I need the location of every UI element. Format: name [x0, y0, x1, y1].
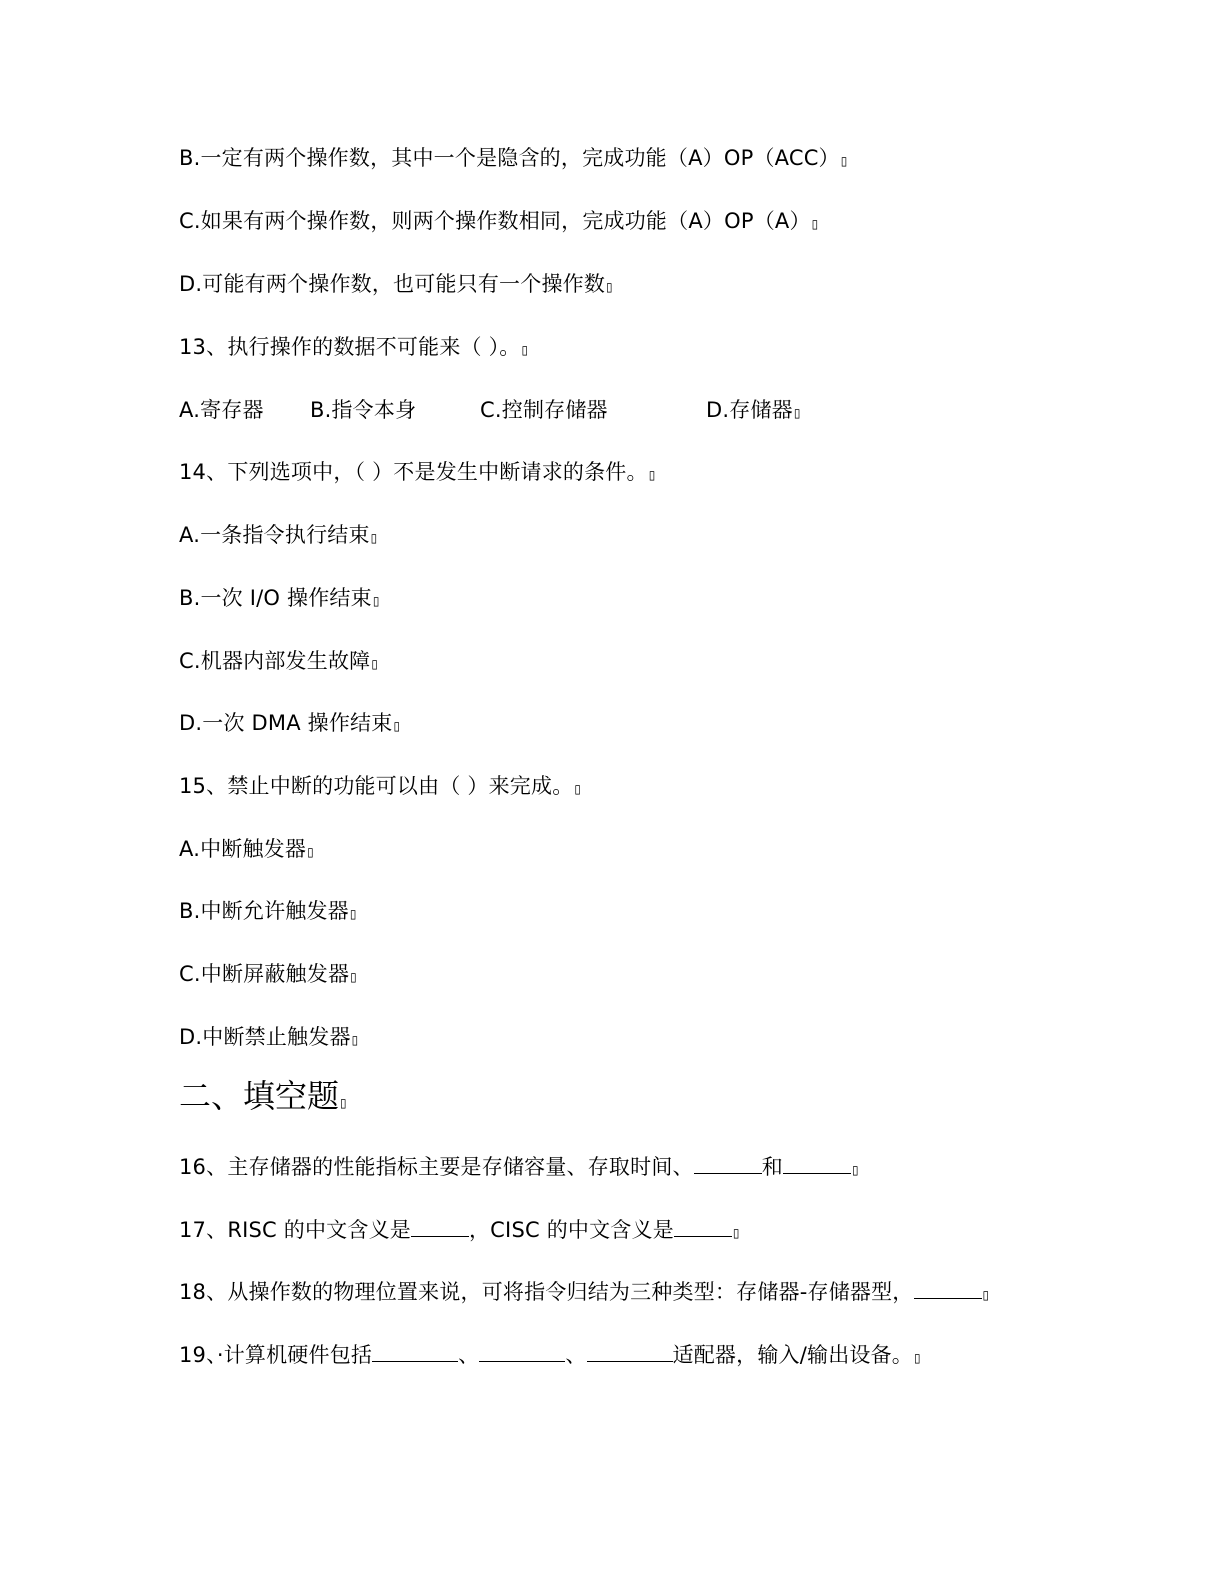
q12-option-b-text: B.一定有两个操作数，其中一个是隐含的，完成功能（A）OP（ACC）	[179, 146, 840, 170]
paragraph-mark: ▯	[340, 1096, 347, 1110]
paragraph-mark: ▯	[982, 1288, 990, 1302]
paragraph-mark: ▯	[349, 907, 357, 921]
q12-option-c-text: C.如果有两个操作数，则两个操作数相同，完成功能（A）OP（A）	[179, 209, 811, 233]
q13-option-a: A.寄存器	[179, 398, 264, 422]
fill-in-blank	[674, 1218, 732, 1237]
paragraph-mark: ▯	[811, 217, 819, 231]
q14-option-a	[179, 521, 377, 552]
q15-option-d-text: D.中断禁止触发器	[179, 1025, 351, 1049]
q15-option-c	[179, 960, 357, 991]
section-title-text: 二、填空题	[179, 1077, 340, 1115]
fill-in-blank	[411, 1218, 469, 1237]
paragraph-mark: ▯	[606, 280, 613, 294]
question-19-text-2: 适配器，输入/输出设备。	[672, 1343, 913, 1367]
question-19-separator-1: 、	[458, 1343, 480, 1367]
question-16-text-2: 和	[761, 1155, 783, 1179]
question-16-text-1: 16、主存储器的性能指标主要是存储容量、存取时间、	[179, 1155, 694, 1179]
question-17-text-2: ，CISC 的中文含义是	[468, 1218, 674, 1242]
question-18-text-1: 18、从操作数的物理位置来说，可将指令归结为三种类型：存储器-存储器型，	[179, 1280, 914, 1304]
q14-option-d-text: D.一次 DMA 操作结束	[179, 711, 393, 735]
fill-in-blank	[587, 1343, 673, 1362]
paragraph-mark: ▯	[914, 1351, 921, 1365]
question-18	[179, 1278, 989, 1309]
paragraph-mark: ▯	[521, 343, 529, 357]
q13-option-c: C.控制存储器	[480, 398, 608, 422]
paragraph-mark: ▯	[372, 594, 380, 608]
paragraph-mark: ▯	[351, 1033, 359, 1047]
question-15	[179, 772, 581, 803]
q14-option-b-text: B.一次 I/O 操作结束	[179, 586, 372, 610]
question-19-text-1: 19、·计算机硬件包括	[179, 1343, 373, 1367]
paragraph-mark: ▯	[350, 970, 357, 984]
q15-option-b-text: B.中断允许触发器	[179, 899, 349, 923]
q14-option-c-text: C.机器内部发生故障	[179, 649, 371, 673]
paragraph-mark: ▯	[370, 531, 378, 545]
question-13-text: 13、执行操作的数据不可能来（ ）。	[179, 335, 521, 359]
paragraph-mark: ▯	[793, 406, 801, 420]
q14-option-c	[179, 647, 378, 678]
fill-in-blank	[914, 1280, 982, 1299]
q15-option-a-text: A.中断触发器	[179, 837, 307, 861]
question-15-text: 15、禁止中断的功能可以由（ ）来完成。	[179, 774, 574, 798]
q14-option-d	[179, 709, 400, 740]
q12-option-b	[179, 144, 848, 175]
paragraph-mark: ▯	[393, 719, 401, 733]
question-17	[179, 1216, 740, 1247]
paragraph-mark: ▯	[851, 1163, 859, 1177]
paragraph-mark: ▯	[574, 782, 582, 796]
q15-option-c-text: C.中断屏蔽触发器	[179, 962, 350, 986]
paragraph-mark: ▯	[307, 845, 314, 859]
q15-option-b	[179, 897, 357, 928]
q12-option-c	[179, 207, 818, 238]
question-19	[179, 1341, 921, 1372]
question-14	[179, 458, 656, 489]
question-13	[179, 333, 528, 364]
question-17-text-1: 17、RISC 的中文含义是	[179, 1218, 411, 1242]
question-16	[179, 1153, 859, 1184]
q13-option-b: B.指令本身	[310, 398, 417, 422]
fill-in-blank	[783, 1155, 851, 1174]
q12-option-d-text: D.可能有两个操作数，也可能只有一个操作数	[179, 272, 606, 296]
q15-option-a	[179, 835, 314, 866]
q13-option-d-wrap	[706, 396, 801, 427]
paragraph-mark: ▯	[371, 657, 379, 671]
q13-option-d: D.存储器	[706, 398, 793, 422]
question-19-separator-2: 、	[565, 1343, 587, 1367]
question-14-text: 14、下列选项中，（ ）不是发生中断请求的条件。	[179, 460, 648, 484]
paragraph-mark: ▯	[732, 1226, 740, 1240]
q12-option-d	[179, 270, 613, 301]
q14-option-a-text: A.一条指令执行结束	[179, 523, 370, 547]
q15-option-d	[179, 1023, 358, 1054]
fill-in-blank	[479, 1343, 565, 1362]
paragraph-mark: ▯	[840, 154, 848, 168]
q14-option-b	[179, 584, 380, 615]
fill-in-blank	[372, 1343, 458, 1362]
section-title	[179, 1076, 347, 1123]
paragraph-mark: ▯	[648, 468, 656, 482]
fill-in-blank	[694, 1155, 762, 1174]
